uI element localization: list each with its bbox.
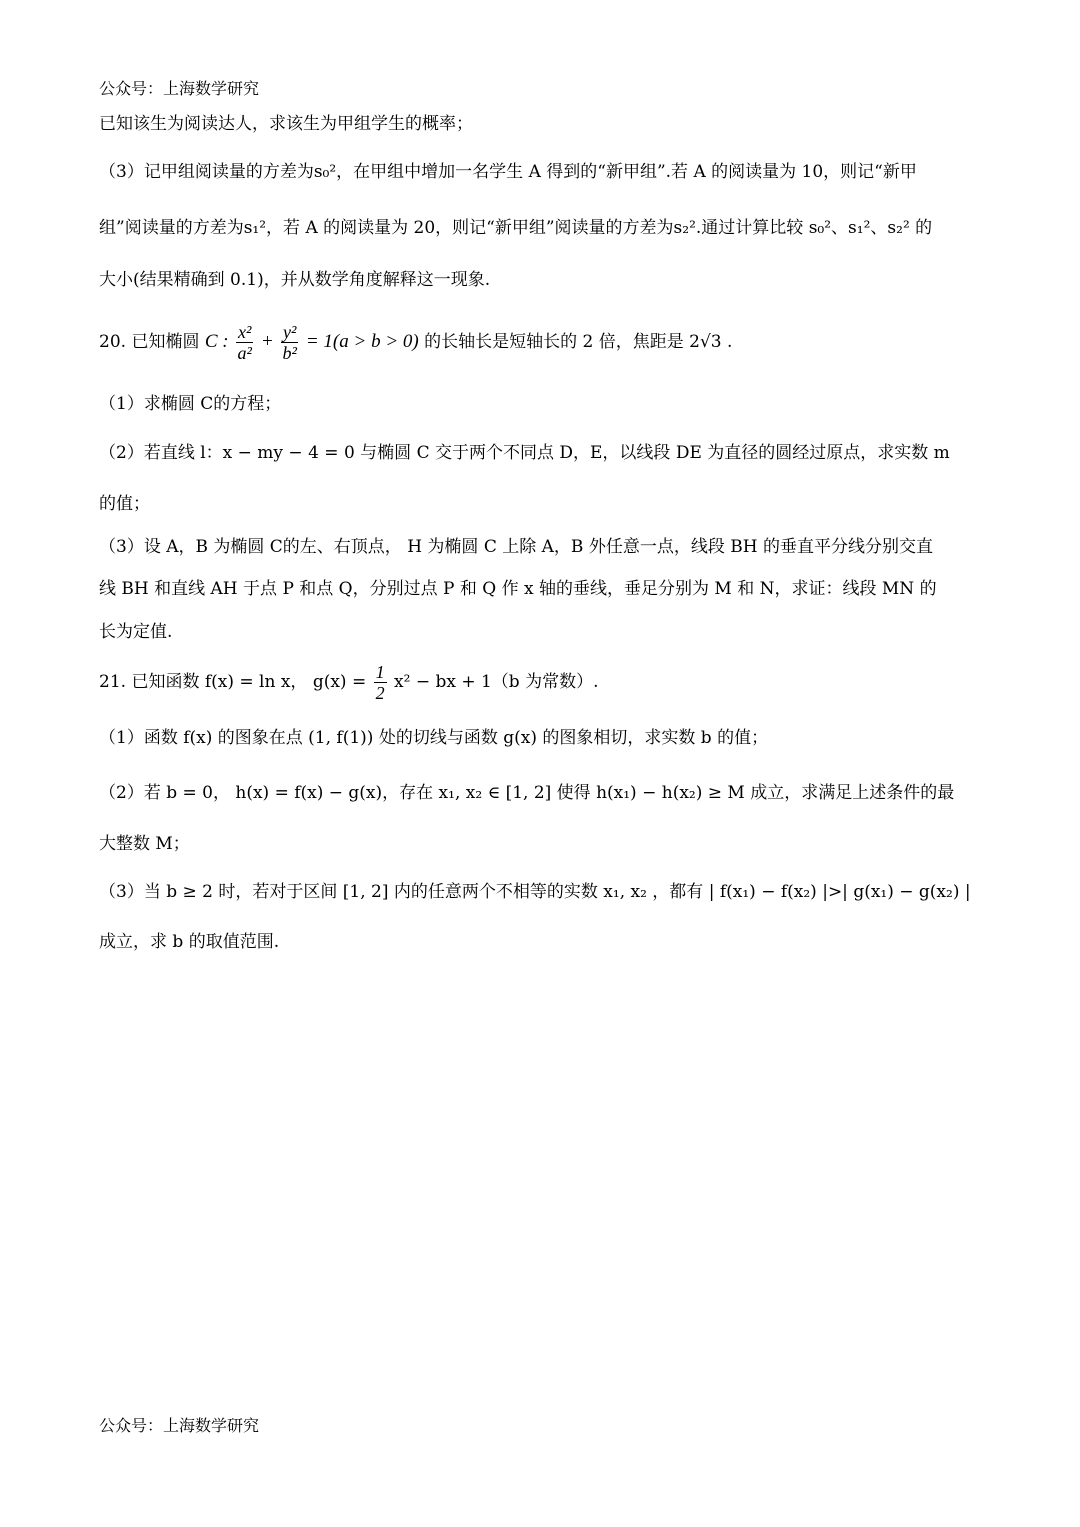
q20-part3-line2: 线 BH 和直线 AH 于点 P 和点 Q，分别过点 P 和 Q 作 x 轴的垂线，垂足分别为 M 和 N，求证：线段 MN 的 xyxy=(99,579,937,599)
q21-fraction-half xyxy=(374,662,387,703)
q19-line: 已知该生为阅读达人，求该生为甲组学生的概率； xyxy=(99,114,473,134)
q20-plus-sign: + xyxy=(260,331,274,352)
q20-equation-tail: = 1(a > b > 0) xyxy=(305,331,419,352)
q20-ellipse-label: C : xyxy=(204,331,229,352)
q21-part3-line1: （3）当 b ≥ 2 时，若对于区间 [1, 2] 内的任意两个不相等的实数 x₁, x₂ ，都有 | f(x₁) − f(x₂) |>| g(x₁) − g(x₂) | xyxy=(99,882,971,902)
q21-stem-prefix: 21. 已知函数 f(x) = ln x， g(x) = xyxy=(99,672,367,692)
q21-stem xyxy=(99,654,599,710)
q21-part3-line2: 成立，求 b 的取值范围. xyxy=(99,932,280,952)
page-header: 公众号：上海数学研究 xyxy=(99,79,260,98)
q20-stem-suffix: 的长轴长是短轴长的 2 倍，焦距是 2√3 . xyxy=(424,332,733,352)
q20-part2-line1: （2）若直线 l：x − my − 4 = 0 与椭圆 C 交于两个不同点 D，E，以线段 DE 为直径的圆经过原点，求实数 m xyxy=(99,443,950,463)
q19-part3-line3: 大小(结果精确到 0.1)，并从数学角度解释这一现象. xyxy=(99,270,491,290)
page-footer: 公众号：上海数学研究 xyxy=(99,1416,260,1435)
q20-fraction-y xyxy=(281,322,298,363)
q20-fraction-x xyxy=(236,322,253,363)
q20-part1: （1）求椭圆 C的方程； xyxy=(99,394,282,414)
q20-stem xyxy=(99,314,732,370)
q21-part1: （1）函数 f(x) 的图象在点 (1, f(1)) 处的切线与函数 g(x) 的图象相切，求实数 b 的值； xyxy=(99,728,769,748)
q20-fraction-y-denominator: b² xyxy=(282,343,297,363)
q19-part3-line2: 组”阅读量的方差为s₁²，若 A 的阅读量为 20，则记“新甲组”阅读量的方差为s₂².通过计算比较 s₀²、s₁²、s₂² 的 xyxy=(99,218,933,238)
q20-fraction-x-denominator: a² xyxy=(237,343,252,363)
q21-fraction-numerator: 1 xyxy=(375,662,385,682)
q21-fraction-denominator: 2 xyxy=(375,683,385,703)
q20-part3-line3: 长为定值. xyxy=(99,622,173,642)
q20-fraction-x-numerator: x² xyxy=(238,322,252,342)
q20-fraction-y-numerator: y² xyxy=(283,322,297,342)
q21-part2-line2: 大整数 M； xyxy=(99,834,190,854)
q21-stem-suffix: x² − bx + 1（b 为常数）. xyxy=(394,672,599,692)
q19-part3-line1: （3）记甲组阅读量的方差为s₀²，在甲组中增加一名学生 A 得到的“新甲组”.若 A 的阅读量为 10，则记“新甲 xyxy=(99,162,917,182)
q21-part2-line1: （2）若 b = 0， h(x) = f(x) − g(x)，存在 x₁, x₂ ∈ [1, 2] 使得 h(x₁) − h(x₂) ≥ M 成立，求满足上述条件的最 xyxy=(99,783,955,803)
q20-part2-line2: 的值； xyxy=(99,494,150,514)
q20-stem-prefix: 20. 已知椭圆 xyxy=(99,332,200,352)
q20-part3-line1: （3）设 A，B 为椭圆 C的左、右顶点， H 为椭圆 C 上除 A，B 外任意一点，线段 BH 的垂直平分线分别交直 xyxy=(99,537,933,557)
